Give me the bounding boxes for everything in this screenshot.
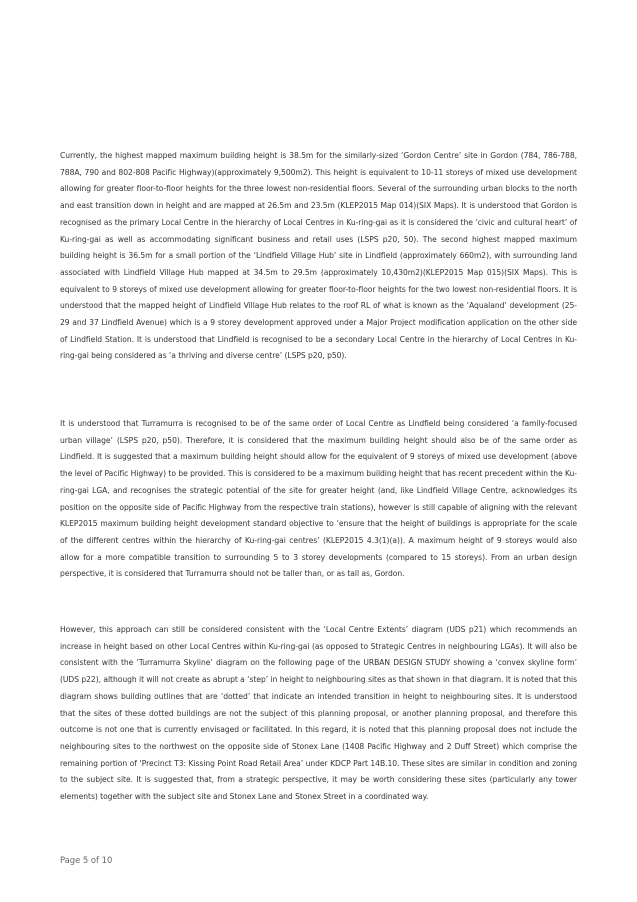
paragraph-local-centre-extents: However, this approach can still be considered consistent with the ‘Local Centre Extents’ diagram (UDS p21) which recommends an increase in height based on other Local Centres within Ku-ring-gai (as opposed to Strategic Centres in neighbouring LGAs). It will also be consistent with the ‘Turramurra Skyline’ diagram on the following page of the URBAN DESIGN STUDY showing a ‘convex skyline form’ (UDS p22), although it will not create as abrupt a ‘step’ in height to neighbouring sites as that shown in that diagram. It is noted that this diagram shows building outlines that are ‘dotted’ that indicate an intended transition in height to neighbouring sites. It is understood that the sites of these dotted buildings are not the subject of this planning proposal, or another planning proposal, and therefore this outcome is not one that is currently envisaged or facilitated. In this regard, it is noted that this planning proposal does not include the neighbouring sites to the northwest on the opposite side of Stonex Lane (1408 Pacific Highway and 2 Duff Street) which comprise the remaining portion of ‘Precinct T3: Kissing Point Road Retail Area’ under KDCP Part 14B.10. These sites are similar in condition and zoning to the subject site. It is suggested that, from a strategic perspective, it may be worth considering these sites (particularly any tower elements) together with the subject site and Stonex Lane and Stonex Street in a coordinated way. [60, 625, 577, 802]
page-number-footer: Page 5 of 10 [60, 855, 113, 865]
paragraph-turramurra-height: It is understood that Turramurra is recognised to be of the same order of Local Centre as Lindfield being considered ‘a family-focused urban village’ (LSPS p20, p50). Therefore, it is considered that the maximum building height should also be of the same order as Lindfield. It is suggested that a maximum building height should allow for the equivalent of 9 storeys of mixed use development (above the level of Pacific Highway) to be provided. This is considered to be a maximum building height that has recent precedent within the Ku-ring-gai LGA, and recognises the strategic potential of the site for greater height (and, like Lindfield Village Centre, acknowledges its position on the opposite side of Pacific Highway from the respective train stations), however is still capable of aligning with the relevant KLEP2015 maximum building height development standard objective to ‘ensure that the height of buildings is appropriate for the scale of the different centres within the hierarchy of Ku-ring-gai centres’ (KLEP2015 4.3(1)(a)). A maximum height of 9 storeys would also allow for a more compatible transition to surrounding 5 to 3 storey developments (compared to 15 storeys). From an urban design perspective, it is considered that Turramurra should not be taller than, or as tall as, Gordon. [60, 419, 577, 579]
paragraph-gordon-lindfield-heights: Currently, the highest mapped maximum building height is 38.5m for the similarly-sized ‘Gordon Centre’ site in Gordon (784, 786-788, 788A, 790 and 802-808 Pacific Highway)(approximately 9,500m2). This height is equivalent to 10-11 storeys of mixed use development allowing for greater floor-to-floor heights for the three lowest non-residential floors. Several of the surrounding urban blocks to the north and east transition down in height and are mapped at 26.5m and 23.5m (KLEP2015 Map 014)(SIX Maps). It is understood that Gordon is recognised as the primary Local Centre in the hierarchy of Local Centres in Ku-ring-gai as it is considered the ‘civic and cultural heart’ of Ku-ring-gai as well as accommodating significant business and retail uses (LSPS p20, 50). The second highest mapped maximum building height is 36.5m for a small portion of the ‘Lindfield Village Hub’ site in Lindfield (approximately 660m2), with surrounding land associated with Lindfield Village Hub mapped at 34.5m to 29.5m (approximately 10,430m2)(KLEP2015 Map 015)(SIX Maps). This is equivalent to 9 storeys of mixed use development allowing for greater floor-to-floor heights for the two lowest non-residential floors. It is understood that the mapped height of Lindfield Village Hub relates to the roof RL of what is known as the ‘Aqualand’ development (25-29 and 37 Lindfield Avenue) which is a 9 storey development approved under a Major Project modification application on the other side of Lindfield Station. It is understood that Lindfield is recognised to be a secondary Local Centre in the hierarchy of Local Centres in Ku-ring-gai being considered as ‘a thriving and diverse centre’ (LSPS p20, p50). [60, 151, 577, 361]
